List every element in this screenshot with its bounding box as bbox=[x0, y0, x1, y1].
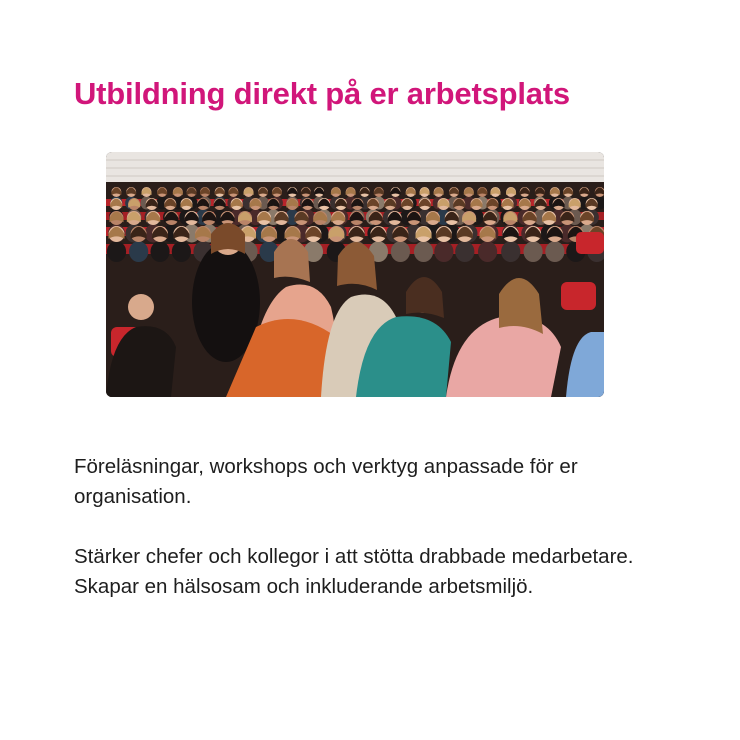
audience-member-body bbox=[478, 241, 497, 262]
audience-member-body bbox=[391, 241, 410, 262]
audience-member-body bbox=[414, 241, 433, 262]
audience-member-body bbox=[434, 241, 453, 262]
audience-member-body bbox=[545, 241, 564, 262]
description-line-1: Föreläsningar, workshops och verktyg anpassade för er organisation. bbox=[74, 455, 578, 508]
description-line-2: Stärker chefer och kollegor i att stötta drabbade medarbetare. bbox=[74, 545, 634, 568]
audience-member-body bbox=[523, 241, 542, 262]
audience-member-body bbox=[455, 241, 474, 262]
audience-member-body bbox=[129, 241, 148, 262]
page-heading: Utbildning direkt på er arbetsplats bbox=[74, 76, 570, 111]
audience-photo-illustration bbox=[106, 152, 604, 397]
audience-member-body bbox=[172, 241, 191, 262]
audience-member-body bbox=[150, 241, 169, 262]
description bbox=[74, 452, 684, 602]
audience-member-body bbox=[501, 241, 520, 262]
description-line-3: Skapar en hälsosam och inkluderande arbetsmiljö. bbox=[74, 575, 534, 598]
audience-photo bbox=[106, 152, 604, 397]
audience-member-body bbox=[107, 241, 126, 262]
